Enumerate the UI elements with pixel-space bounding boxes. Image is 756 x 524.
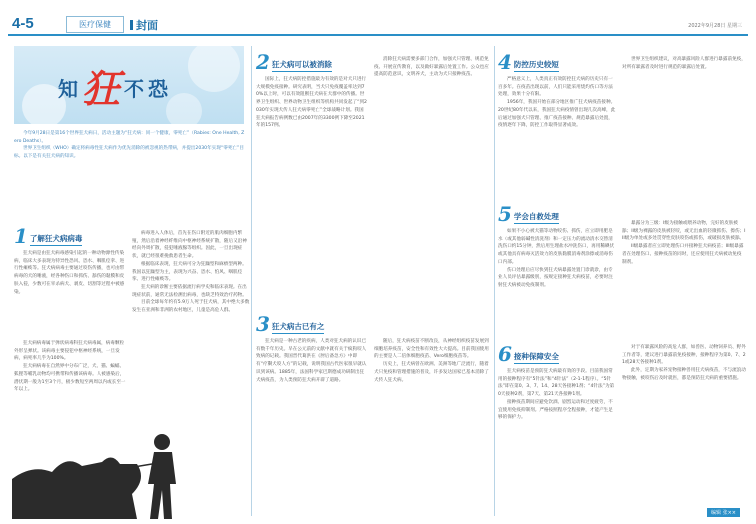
body-paragraph: 严格意义上，人类真正有效防控狂犬病的历史只有一百多年。在疫苗出现以前，人们只能采用烧灼伤口等方法处理，效果十分有限。 xyxy=(498,77,613,98)
body-paragraph: 此外，定期为家养宠物接种兽用狂犬病疫苗，不与流浪动物接触，被咬伤后及时就医，都是预防狂犬病的重要措施。 xyxy=(622,368,746,381)
section-heading-4 xyxy=(498,52,559,72)
section-title: 封面 xyxy=(130,17,158,33)
body-paragraph: 狂犬病病毒属于弹状病毒科狂犬病毒属，病毒颗粒外形呈弹状。该病毒主要侵犯中枢神经系统，一旦发病，病死率几乎为100%。 xyxy=(14,341,125,362)
body-paragraph: 狂犬病疫苗是预防狂犬病最有效的手段。目前我国常用的接种程序有“5针法”和“4针法”（2-1-1程序）。“5针法”即在第0、3、7、14、28天各接种1剂；“4针法”为第0天接种2剂，第7天、第21天各接种1剂。 xyxy=(498,369,615,398)
section-title-text: 狂犬病古已有之 xyxy=(272,321,325,334)
body-paragraph: 狂犬病是由狂犬病毒感染引起的一种动物源性传染病，临床大多表现为特异性恐风、恐水、咽肌痉挛、进行性瘫痪等。狂犬病病毒主要通过咬伤传播，也可由带病毒的犬的唾液，经各种伤口和抓伤、舔伤的黏膜和皮肤入侵，少数可在宰杀病犬、剥皮、切割等过程中被感染。 xyxy=(14,251,125,295)
article-column xyxy=(374,56,490,306)
section-heading-2 xyxy=(256,52,332,72)
hero-title-left: 知 xyxy=(58,77,82,101)
hero-title-right: 不恐 xyxy=(124,77,173,101)
body-paragraph: 狂犬病的诊断主要依据流行病学史和临床表现。在出现症状前，通常无法检测出病毒，也缺乏特效治疗药物。 xyxy=(132,284,247,298)
page-header xyxy=(8,14,748,36)
article-column xyxy=(256,338,368,518)
column-divider xyxy=(494,46,495,516)
article-column xyxy=(14,250,126,338)
hero-title xyxy=(58,58,172,113)
body-paragraph: 历史上，狂犬病曾在欧洲、美洲等地广泛流行，随着犬只免疫和管理措施的普及，许多发达国家已基本消除了犬传人狂犬病。 xyxy=(374,362,489,383)
article-column xyxy=(256,76,368,306)
body-paragraph: 暴露分为三级：I级为接触或喂养动物，完好的皮肤被舔；II级为裸露的皮肤被轻咬，或无出血的轻微抓伤、擦伤；III级为单处或多处贯穿性皮肤咬伤或抓伤，或破损皮肤被舔。 xyxy=(622,221,746,242)
editor-tag: 编辑 张×× xyxy=(707,508,740,517)
section-title-text: 狂犬病可以被消除 xyxy=(272,59,332,72)
newspaper-logo: 医疗保健 xyxy=(66,16,124,33)
hero-title-emphasis: 狂 xyxy=(82,66,125,111)
body-paragraph: 国际上，狂犬病防控措施最为有效的是对犬只进行大规模免疫接种。研究表明，当犬只免疫覆盖率达到70%以上时，可以有效阻断狂犬病在犬群中的传播。世界卫生组织、世界动物卫生组织等机构共同发起了“到2030年实现犬传人狂犬病零死亡”全球战略计划。我国狂犬病报告病例数已由2007年的3300例下降至2021年的157例。 xyxy=(256,77,367,129)
body-paragraph: 接种疫苗期间应避免饮酒、剧烈运动和过度疲劳，不宜使用免疫抑制剂。严格按照程序全程接种，才能产生足够的保护力。 xyxy=(498,399,613,421)
article-column xyxy=(622,56,746,216)
body-paragraph: II级暴露者应立即处理伤口并接种狂犬病疫苗；III级暴露者在处理伤口、接种疫苗的同时，还应使用狂犬病被动免疫制剂。 xyxy=(622,244,744,265)
section-title-text: 了解狂犬病病毒 xyxy=(30,233,83,246)
page-number: 4-5 xyxy=(12,15,34,32)
section-heading-3 xyxy=(256,314,324,334)
body-paragraph: 消除狂犬病需要多部门合作，加强犬只管理、规范免疫、开展宣传教育，以及做好暴露后处置工作。公众也应提高防范意识，文明养犬，主动为犬只接种疫苗。 xyxy=(374,57,489,78)
body-paragraph: 目前全球每年约有5.9万人死于狂犬病，其中绝大多数发生在亚洲和非洲的农村地区，儿童是高危人群。 xyxy=(132,300,250,314)
section-number: 6 xyxy=(498,342,512,366)
person-walking-dog-icon xyxy=(12,424,212,519)
article-column xyxy=(132,230,250,420)
section-heading-5 xyxy=(498,204,559,224)
body-paragraph: 世界卫生组织建议，对高暴露风险人群进行暴露前免疫，对所有暴露者及时进行规范的暴露后处置。 xyxy=(622,57,746,70)
body-paragraph: 根据临床表现，狂犬病可分为狂躁型和麻痹型两种。我国以狂躁型为主，表现为兴奋、恐水、怕风、咽肌痉挛、进行性瘫痪等。 xyxy=(132,261,247,283)
body-paragraph: 如果不小心被犬猫等动物咬伤、抓伤，应立即用肥皂水（或其他弱碱性清洗剂）和一定压力的流动清水交替清洗伤口约15分钟，然后用生理盐水冲洗伤口，再用稀碘伏或其他具有病毒灭活效力的皮肤黏膜消毒剂涂擦或消毒伤口内部。 xyxy=(498,229,615,265)
section-title-text: 学会自救处理 xyxy=(514,211,559,224)
section-number: 4 xyxy=(498,50,512,74)
body-paragraph: 病毒进入人体后，首先在伤口附近的肌肉细胞内繁殖，然后沿着神经纤维向中枢神经系统扩散，随后又沿神经向外周扩散，侵犯唾液腺等组织。因此，一旦出现症状，就已经很难挽救患者生命。 xyxy=(132,231,247,260)
section-number: 3 xyxy=(256,312,270,336)
article-column xyxy=(622,344,746,504)
section-title-text: 防控历史较短 xyxy=(514,59,559,72)
section-heading-6 xyxy=(498,344,559,364)
body-paragraph: 随后，狂犬病疫苗不断改良，从神经组织疫苗发展到细胞培养疫苗，安全性和有效性大大提高。目前我国使用的主要是人二倍体细胞疫苗、Vero细胞疫苗等。 xyxy=(374,339,489,360)
body-paragraph: 对于有暴露风险的高危人群，如兽医、动物饲养员、野外工作者等，建议进行暴露前免疫接种，接种程序为第0、7、21或28天各接种1剂。 xyxy=(622,345,746,366)
body-paragraph: 狂犬病病毒在自然界中分布广泛，犬、猫、蝙蝠、狐狸等哺乳动物均可携带和传播该病毒。人被感染后，潜伏期一般为1至3个月，极少数短至两周以内或长至一年以上。 xyxy=(14,364,126,393)
body-paragraph: 狂犬病是一种古老的疾病，人类对狂犬病的认识已有数千年历史。早在公元前的文献中就有关于疯狗咬人致病的记载。我国晋代葛洪在《肘后备急方》中即有“疗猘犬咬人方”的记载，说明我国古代医家很早就认识到该病。1885年，法国科学家巴斯德成功研制出狂犬病疫苗，为人类预防狂犬病开辟了道路。 xyxy=(256,339,367,383)
column-divider xyxy=(251,46,252,516)
article-column xyxy=(14,340,126,424)
article-column xyxy=(498,228,616,338)
section-number: 5 xyxy=(498,202,512,226)
body-paragraph: 1956年，我国开始在部分地区推广狂犬病疫苗接种。20世纪80年代以来，我国狂犬病疫情曾出现几次高峰，此后通过加强犬只管理、推广疫苗接种、规范暴露后处置，疫情逐年下降，防控工作取得显著成效。 xyxy=(498,100,616,129)
article-column xyxy=(498,368,616,518)
section-title-text: 接种保障安全 xyxy=(514,351,559,364)
article-column xyxy=(374,338,490,518)
hero-banner xyxy=(14,46,244,124)
body-paragraph: 伤口处理后应尽快到狂犬病暴露处置门诊就诊，由专业人员评估暴露级别，按规定接种狂犬病疫苗，必要时注射狂犬病被动免疫制剂。 xyxy=(498,267,613,288)
lead-paragraph: 今年9月28日是第16个世界狂犬病日，活动主题为“狂犬病：同一个健康，零死亡”（Rabies: One Health, Zero Deaths）。 xyxy=(14,131,245,144)
lead-paragraphs xyxy=(14,130,246,161)
section-number: 1 xyxy=(14,224,28,248)
section-heading-1 xyxy=(14,226,82,246)
article-column xyxy=(622,220,746,340)
article-column xyxy=(498,76,616,196)
lead-paragraph: 世界卫生组织（WHO）确定将病毒性狂犬病作为优先消除的被忽视的热带病，并提出2030年实现“零死亡”目标。以下是有关狂犬病的知识。 xyxy=(14,146,245,160)
section-number: 2 xyxy=(256,50,270,74)
issue-date: 2022年9月28日 星期三 xyxy=(688,23,742,29)
